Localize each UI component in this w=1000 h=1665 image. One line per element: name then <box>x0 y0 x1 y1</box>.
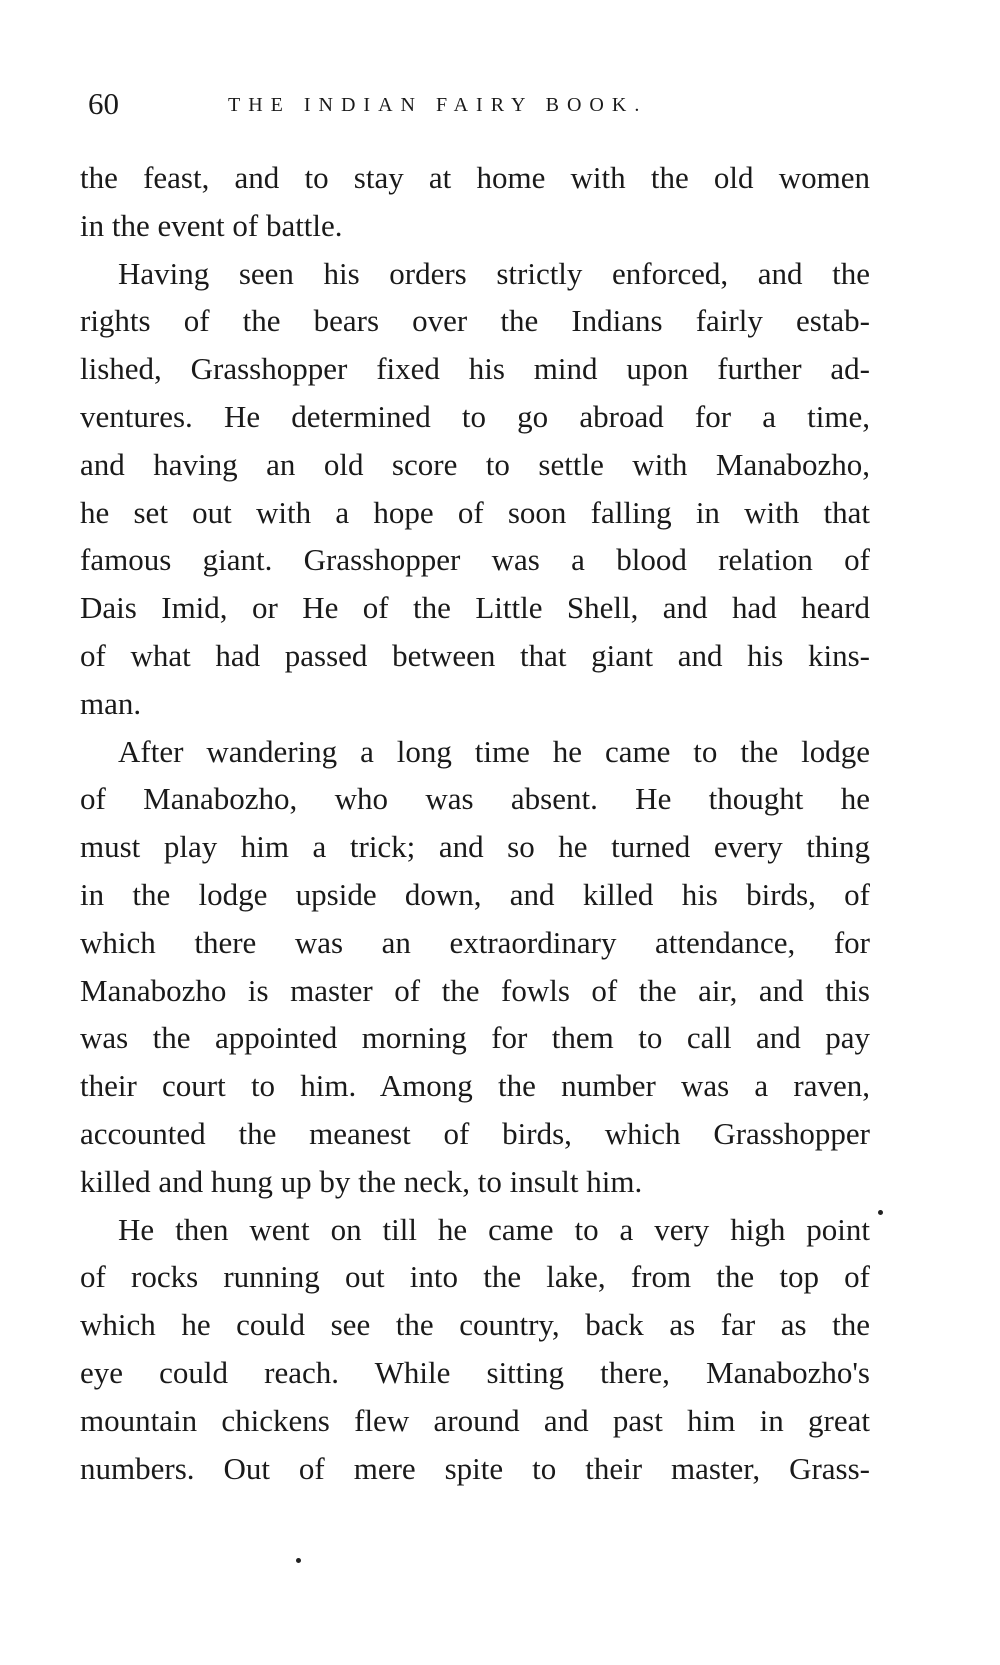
paragraph-2 <box>80 250 870 728</box>
text-line: man. <box>80 685 142 721</box>
text-line: famous giant. Grasshopper was a blood relation of <box>80 542 870 578</box>
text-line: mountain chickens flew around and past him in great <box>80 1402 870 1438</box>
page-number: 60 <box>88 86 119 121</box>
text-line: Dais Imid, or He of the Little Shell, and had heard <box>80 590 870 626</box>
text-line: Manabozho is master of the fowls of the air, and this <box>80 972 870 1008</box>
text-line: of Manabozho, who was absent. He thought he <box>80 781 870 817</box>
text-line: and having an old score to settle with Manabozho, <box>80 446 870 482</box>
paragraph-1 <box>80 154 870 250</box>
paragraph-4 <box>80 1206 870 1493</box>
text-line: numbers. Out of mere spite to their master, Grass- <box>80 1450 870 1486</box>
text-line: killed and hung up by the neck, to insult him. <box>80 1163 643 1199</box>
text-line: rights of the bears over the Indians fairly estab- <box>80 303 870 339</box>
ink-speck <box>296 1558 301 1563</box>
paragraph-3 <box>80 728 870 1206</box>
text-line: Having seen his orders strictly enforced, and the <box>118 255 870 291</box>
text-line: which there was an extraordinary attendance, for <box>80 924 870 960</box>
text-line: accounted the meanest of birds, which Grasshopper <box>80 1115 870 1151</box>
text-line: he set out with a hope of soon falling in with that <box>80 494 870 530</box>
text-line: After wandering a long time he came to the lodge <box>118 733 870 769</box>
text-line: eye could reach. While sitting there, Manabozho's <box>80 1354 870 1390</box>
text-line: lished, Grasshopper fixed his mind upon further ad- <box>80 351 870 387</box>
text-line: of what had passed between that giant and his kins- <box>80 637 870 673</box>
text-line: the feast, and to stay at home with the old women <box>80 160 870 195</box>
ink-speck <box>878 1210 883 1215</box>
text-line: He then went on till he came to a very high point <box>118 1211 870 1247</box>
text-line: their court to him. Among the number was a raven, <box>80 1068 870 1104</box>
text-line: ventures. He determined to go abroad for a time, <box>80 398 870 434</box>
running-head <box>88 84 888 124</box>
text-line: in the event of battle. <box>80 207 343 243</box>
body-text <box>80 154 870 1492</box>
text-line: must play him a trick; and so he turned every thing <box>80 829 870 865</box>
text-line: which he could see the country, back as far as the <box>80 1307 870 1343</box>
text-line: in the lodge upside down, and killed his birds, of <box>80 876 870 912</box>
text-line: of rocks running out into the lake, from the top of <box>80 1259 870 1295</box>
text-line: was the appointed morning for them to call and pay <box>80 1020 870 1056</box>
book-title: THE INDIAN FAIRY BOOK. <box>228 94 648 116</box>
